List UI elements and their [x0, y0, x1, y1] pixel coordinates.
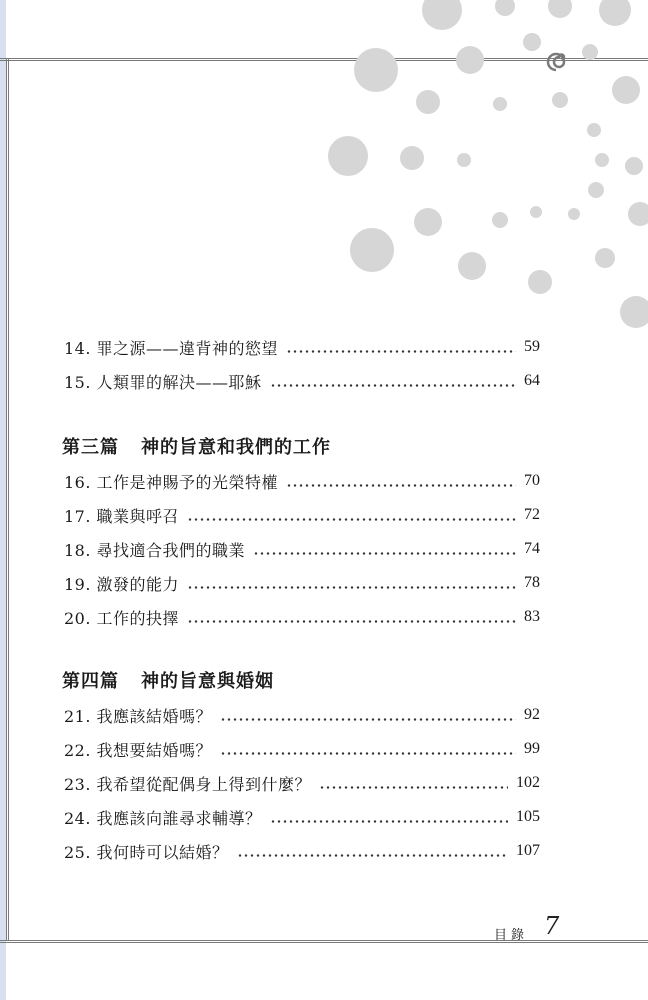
- toc-entry-title: 18. 尋找適合我們的職業: [64, 540, 246, 560]
- section-number: 第三篇: [62, 437, 119, 458]
- toc-leader-dots: [270, 820, 508, 823]
- toc-entry-title: 19. 激發的能力: [64, 574, 180, 594]
- toc-entry-page: 99: [524, 740, 540, 757]
- section-heading-4: [62, 664, 542, 696]
- toc-entry[interactable]: [64, 602, 540, 632]
- toc-entry-page: 83: [524, 608, 540, 625]
- section-subtitle: 神的旨意和我們的工作: [141, 437, 331, 458]
- toc-entry[interactable]: [64, 332, 540, 362]
- toc-entry[interactable]: [64, 500, 540, 530]
- toc-entry-title: 22. 我想要結婚嗎？: [64, 740, 213, 760]
- toc-entry-title: 23. 我希望從配偶身上得到什麼？: [64, 774, 312, 794]
- toc-entry-page: 105: [516, 808, 540, 825]
- toc-leader-dots: [187, 620, 516, 623]
- toc-entry-title: 16. 工作是神賜予的光榮特權: [64, 472, 279, 492]
- toc-entry-title: 21. 我應該結婚嗎？: [64, 706, 213, 726]
- toc-entry[interactable]: [64, 768, 540, 798]
- decorative-dots: [0, 0, 648, 340]
- toc-entry-title: 25. 我何時可以結婚？: [64, 842, 229, 862]
- toc-entry-page: 78: [524, 574, 540, 591]
- section-number: 第四篇: [62, 671, 119, 692]
- section-heading-3: [62, 430, 542, 462]
- toc-entry[interactable]: [64, 836, 540, 866]
- toc-leader-dots: [220, 718, 516, 721]
- toc-entry-page: 70: [524, 472, 540, 489]
- toc-leader-dots: [253, 552, 516, 555]
- toc-leader-dots: [319, 786, 508, 789]
- toc-entry-title: 15. 人類罪的解決——耶穌: [64, 372, 262, 392]
- toc-entry-page: 102: [516, 774, 540, 791]
- toc-leader-dots: [187, 518, 516, 521]
- toc-entry-title: 14. 罪之源——違背神的慾望: [64, 338, 279, 358]
- toc-entry[interactable]: [64, 568, 540, 598]
- toc-entry[interactable]: [64, 366, 540, 396]
- running-footer-label: 目錄: [494, 928, 529, 943]
- toc-entry-title: 24. 我應該向誰尋求輔導？: [64, 808, 262, 828]
- section-subtitle: 神的旨意與婚姻: [141, 671, 274, 692]
- toc-entry-page: 59: [524, 338, 540, 355]
- toc-leader-dots: [270, 384, 516, 387]
- toc-leader-dots: [187, 586, 516, 589]
- toc-leader-dots: [286, 484, 516, 487]
- toc-leader-dots: [286, 350, 516, 353]
- toc-entry-page: 92: [524, 706, 540, 723]
- toc-entry[interactable]: [64, 700, 540, 730]
- toc-entry-title: 17. 職業與呼召: [64, 506, 180, 526]
- toc-entry-page: 74: [524, 540, 540, 557]
- toc-entry[interactable]: [64, 466, 540, 496]
- toc-entry-page: 107: [516, 842, 540, 859]
- toc-entry[interactable]: [64, 534, 540, 564]
- toc-leader-dots: [220, 752, 516, 755]
- page-number: 7: [544, 912, 560, 940]
- toc-entry[interactable]: [64, 802, 540, 832]
- toc-entry-page: 72: [524, 506, 540, 523]
- toc-entry-title: 20. 工作的抉擇: [64, 608, 180, 628]
- toc-leader-dots: [237, 854, 508, 857]
- toc-entry-page: 64: [524, 372, 540, 389]
- toc-entry[interactable]: [64, 734, 540, 764]
- frame-bottom-rule: [0, 940, 648, 943]
